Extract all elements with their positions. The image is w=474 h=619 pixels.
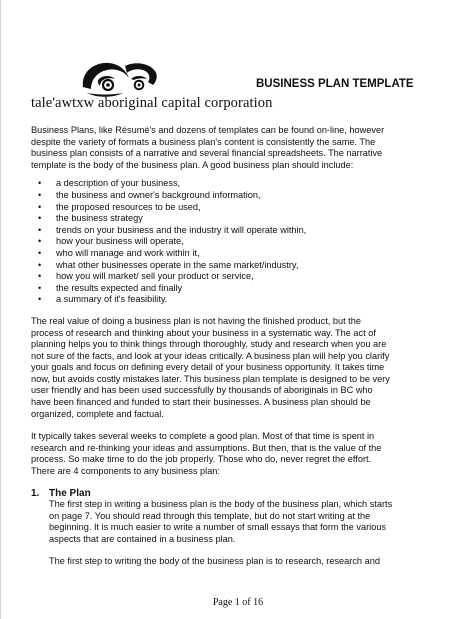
paragraph-line: not sure of the facts, and look at your ideas critically. A business plan will help you clarify [31,350,390,361]
section-heading [31,488,451,500]
bullet-icon: • [38,189,42,200]
list-item [31,213,451,225]
section-number: 1. [31,487,40,499]
bullet-icon: • [38,224,42,235]
paragraph-line: aspects that are contained in a business plan. [49,534,236,544]
paragraph-line: It typically takes several weeks to complete a good plan. Most of that time is spent in [31,431,375,442]
section-title: The Plan [49,487,91,499]
list-item-text: the business strategy [56,213,143,224]
bullet-icon: • [38,236,42,247]
list-item-text: the results expected and finally [56,282,183,293]
paragraph-line: research and re-thinking your ideas and assumptions. But then, that is the value of the [31,442,382,453]
list-item [31,178,451,190]
list-item [31,260,451,272]
bullet-icon: • [38,178,42,189]
organization-name: tale'awtxw aboriginal capital corporation [31,95,273,111]
paragraph-line: The first step in writing a business plan is the body of the business plan, which starts [49,499,393,510]
intro-line: Business Plans, like Résumé's and dozens of templates can be found on-line, however [31,125,385,135]
paragraph-line: process of research and thinking about your business in a systematic way. The act of [31,327,376,338]
paragraph-line: your goals and focus on defining every detail of your business opportunity. It takes time [31,362,385,373]
bullet-icon: • [38,259,42,270]
intro-paragraph [31,125,451,171]
list-item-text: the business and owner's background information, [56,189,261,200]
list-item-text: what other businesses operate in the same market/industry, [56,259,299,270]
paragraph-line: beginning. It is much easier to write a number of small essays that form the various [49,522,387,533]
list-item [31,271,451,283]
list-item [31,283,451,295]
paragraph-line: user friendly and has been used successfully by thousands of aboriginals in BC who [31,385,373,396]
list-item-text: a description of your business, [56,178,181,189]
paragraph-line: have been financed and funded to start their businesses. A business plan should be [31,397,371,408]
document-body [31,125,451,567]
list-item [31,190,451,202]
list-item [31,294,451,306]
paragraph-line: planning helps you to think things through thoroughly, study and research when you are [31,339,387,350]
bullet-icon: • [38,294,42,305]
bullet-icon: • [38,282,42,293]
document-title: BUSINESS PLAN TEMPLATE [256,78,414,90]
intro-line: template is the body of the business plan. A good business plan should include: [31,159,354,170]
list-item-text: how your business will operate, [56,236,184,247]
time-paragraph [31,431,451,477]
paragraph-line: now, but avoids costly mistakes later. This business plan template is designed to be very [31,373,390,384]
paragraph-line: The real value of doing a business plan is not having the finished product, but the [31,315,361,326]
bullet-icon: • [38,213,42,224]
paragraph-line: organized, complete and factual. [31,408,164,419]
paragraph-line: There are 4 components to any business plan: [31,466,220,477]
paragraph-line: on page 7. You should read through this template, but do not start writing at the [49,510,371,521]
paragraph-line: process. So make time to do the job properly. Those who do, never regret the effort. [31,454,372,465]
paragraph-line: The first step to writing the body of the business plan is to research, research and [49,555,380,566]
list-item-text: trends on your business and the industry it will operate within, [56,224,307,235]
section-paragraph [31,499,451,545]
value-paragraph [31,316,451,420]
list-item [31,248,451,260]
list-item [31,236,451,248]
bullet-icon: • [38,247,42,258]
list-item-text: who will manage and work within it, [56,247,200,258]
intro-line: business plan consists of a narrative and several financial spreadsheets. The narrative [31,148,383,159]
bullet-icon: • [38,271,42,282]
list-item-text: the proposed resources to be used, [56,201,201,212]
list-item-text: how you will market/ sell your product or service, [56,271,254,282]
business-plan-contents-list [31,178,451,306]
bullet-icon: • [38,201,42,212]
section-paragraph-2 [31,556,451,568]
page-number: Page 1 of 16 [212,597,264,608]
list-item [31,225,451,237]
list-item-text: a summary of it's feasibility. [56,294,168,305]
list-item [31,202,451,214]
intro-line: despite the variety of formats a business plan's content is consistently the same. The [31,136,376,147]
eagle-logo-icon [79,57,161,99]
